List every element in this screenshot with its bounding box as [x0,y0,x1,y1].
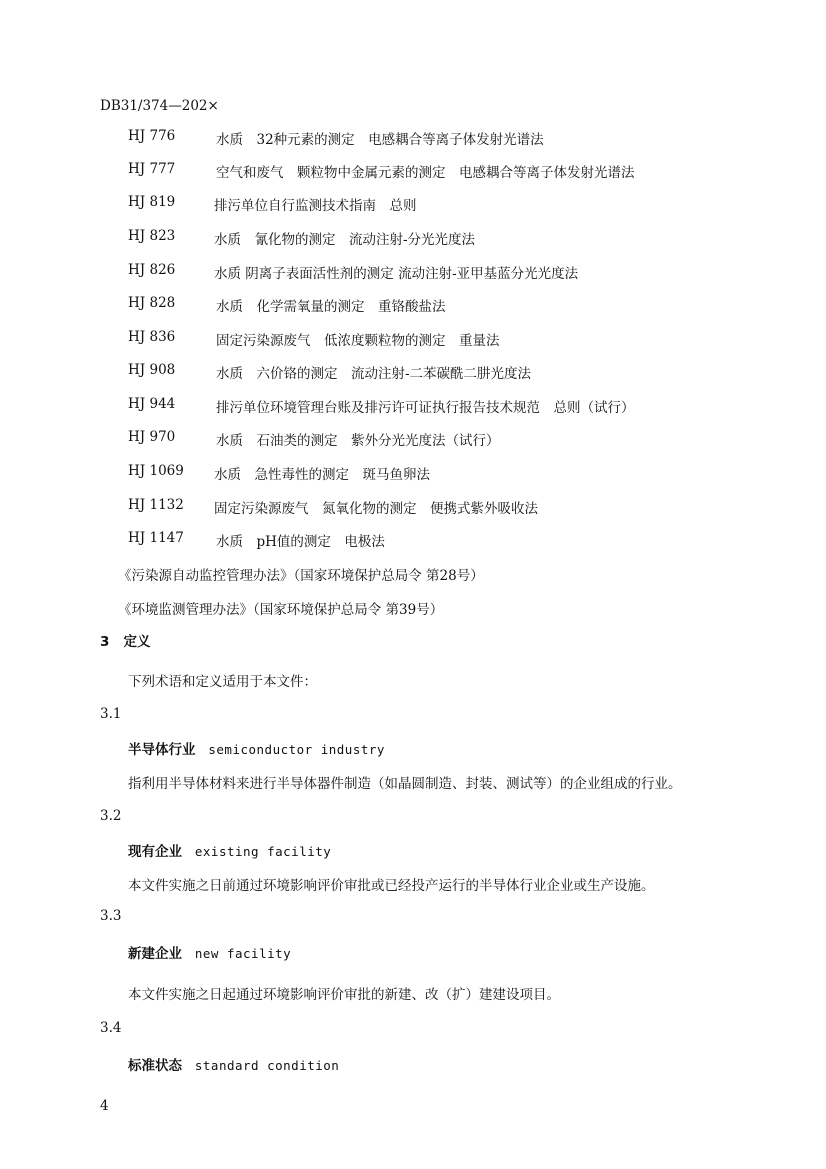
standard-title: 水质 pH值的测定 电极法 [216,534,385,550]
standard-title: 水质 急性毒性的测定 斑马鱼卵法 [214,467,430,483]
standard-code: HJ 776 [128,128,176,144]
list-item [0,262,826,282]
list-item [0,128,826,148]
standard-code: HJ 819 [128,194,176,210]
standard-title: 空气和废气 颗粒物中金属元素的测定 电感耦合等离子体发射光谱法 [216,165,635,181]
definition-term [128,738,385,758]
definition-text: 本文件实施之日起通过环境影响评价审批的新建、改（扩）建建设项目。 [128,987,560,1003]
list-item [0,429,826,449]
definition-number: 3.4 [100,1020,122,1036]
definition-number: 3.1 [100,706,122,722]
definition-term [128,840,331,860]
list-item [0,228,826,248]
standard-code: HJ 908 [128,362,176,378]
section-title: 定义 [123,634,151,650]
standard-title: 排污单位环境管理台账及排污许可证执行报告技术规范 总则（试行） [216,400,635,416]
term-zh: 半导体行业 [128,742,196,758]
standard-code: HJ 970 [128,429,176,445]
standard-title: 排污单位自行监测技术指南 总则 [214,198,417,214]
standard-title: 水质 六价铬的测定 流动注射-二苯碳酰二肼光度法 [216,366,532,382]
term-zh: 新建企业 [128,946,182,962]
standard-code: HJ 1132 [128,497,184,513]
standard-title: 水质 化学需氧量的测定 重铬酸盐法 [216,299,446,315]
section-number: 3 [100,634,110,650]
list-item [0,497,826,517]
standard-title: 水质 石油类的测定 紫外分光光度法（试行） [216,433,500,449]
standard-title: 固定污染源废气 氮氧化物的测定 便携式紫外吸收法 [214,501,538,517]
list-item [0,530,826,550]
definition-term [128,1054,339,1074]
standard-code: HJ 1147 [128,530,184,546]
standard-code: HJ 828 [128,295,176,311]
page-number: 4 [100,1098,109,1114]
standard-code: HJ 944 [128,396,176,412]
standard-title: 水质 阴离子表面活性剂的测定 流动注射-亚甲基蓝分光光度法 [214,266,579,282]
definition-number: 3.2 [100,808,122,824]
standard-code: HJ 826 [128,262,176,278]
definition-term [128,942,291,962]
term-en: existing facility [194,844,332,859]
standard-title: 水质 32种元素的测定 电感耦合等离子体发射光谱法 [216,132,544,148]
term-en: semiconductor industry [208,742,385,757]
standard-code: HJ 836 [128,329,176,345]
term-en: new facility [194,946,292,961]
standard-code: HJ 823 [128,228,176,244]
list-item [0,295,826,315]
standard-title: 固定污染源废气 低浓度颗粒物的测定 重量法 [216,333,500,349]
regulation-item: 《污染源自动监控管理办法》（国家环境保护总局令 第28号） [118,568,484,584]
section-heading [100,630,151,650]
list-item [0,329,826,349]
term-en: standard condition [194,1058,340,1073]
list-item [0,396,826,416]
list-item [0,161,826,181]
term-zh: 现有企业 [128,844,182,860]
standard-code: HJ 777 [128,161,176,177]
definition-text: 指利用半导体材料来进行半导体器件制造（如晶圆制造、封装、测试等）的企业组成的行业。 [128,776,682,792]
standard-code: HJ 1069 [128,463,184,479]
document-id: DB31/374—202× [100,98,219,114]
term-zh: 标准状态 [128,1058,182,1074]
regulation-item: 《环境监测管理办法》（国家环境保护总局令 第39号） [118,602,444,618]
definition-text: 本文件实施之日前通过环境影响评价审批或已经投产运行的半导体行业企业或生产设施。 [128,878,655,894]
standard-title: 水质 氰化物的测定 流动注射-分光光度法 [214,232,476,248]
list-item [0,194,826,214]
list-item [0,463,826,483]
definition-number: 3.3 [100,908,122,924]
list-item [0,362,826,382]
section-intro: 下列术语和定义适用于本文件： [128,674,317,690]
